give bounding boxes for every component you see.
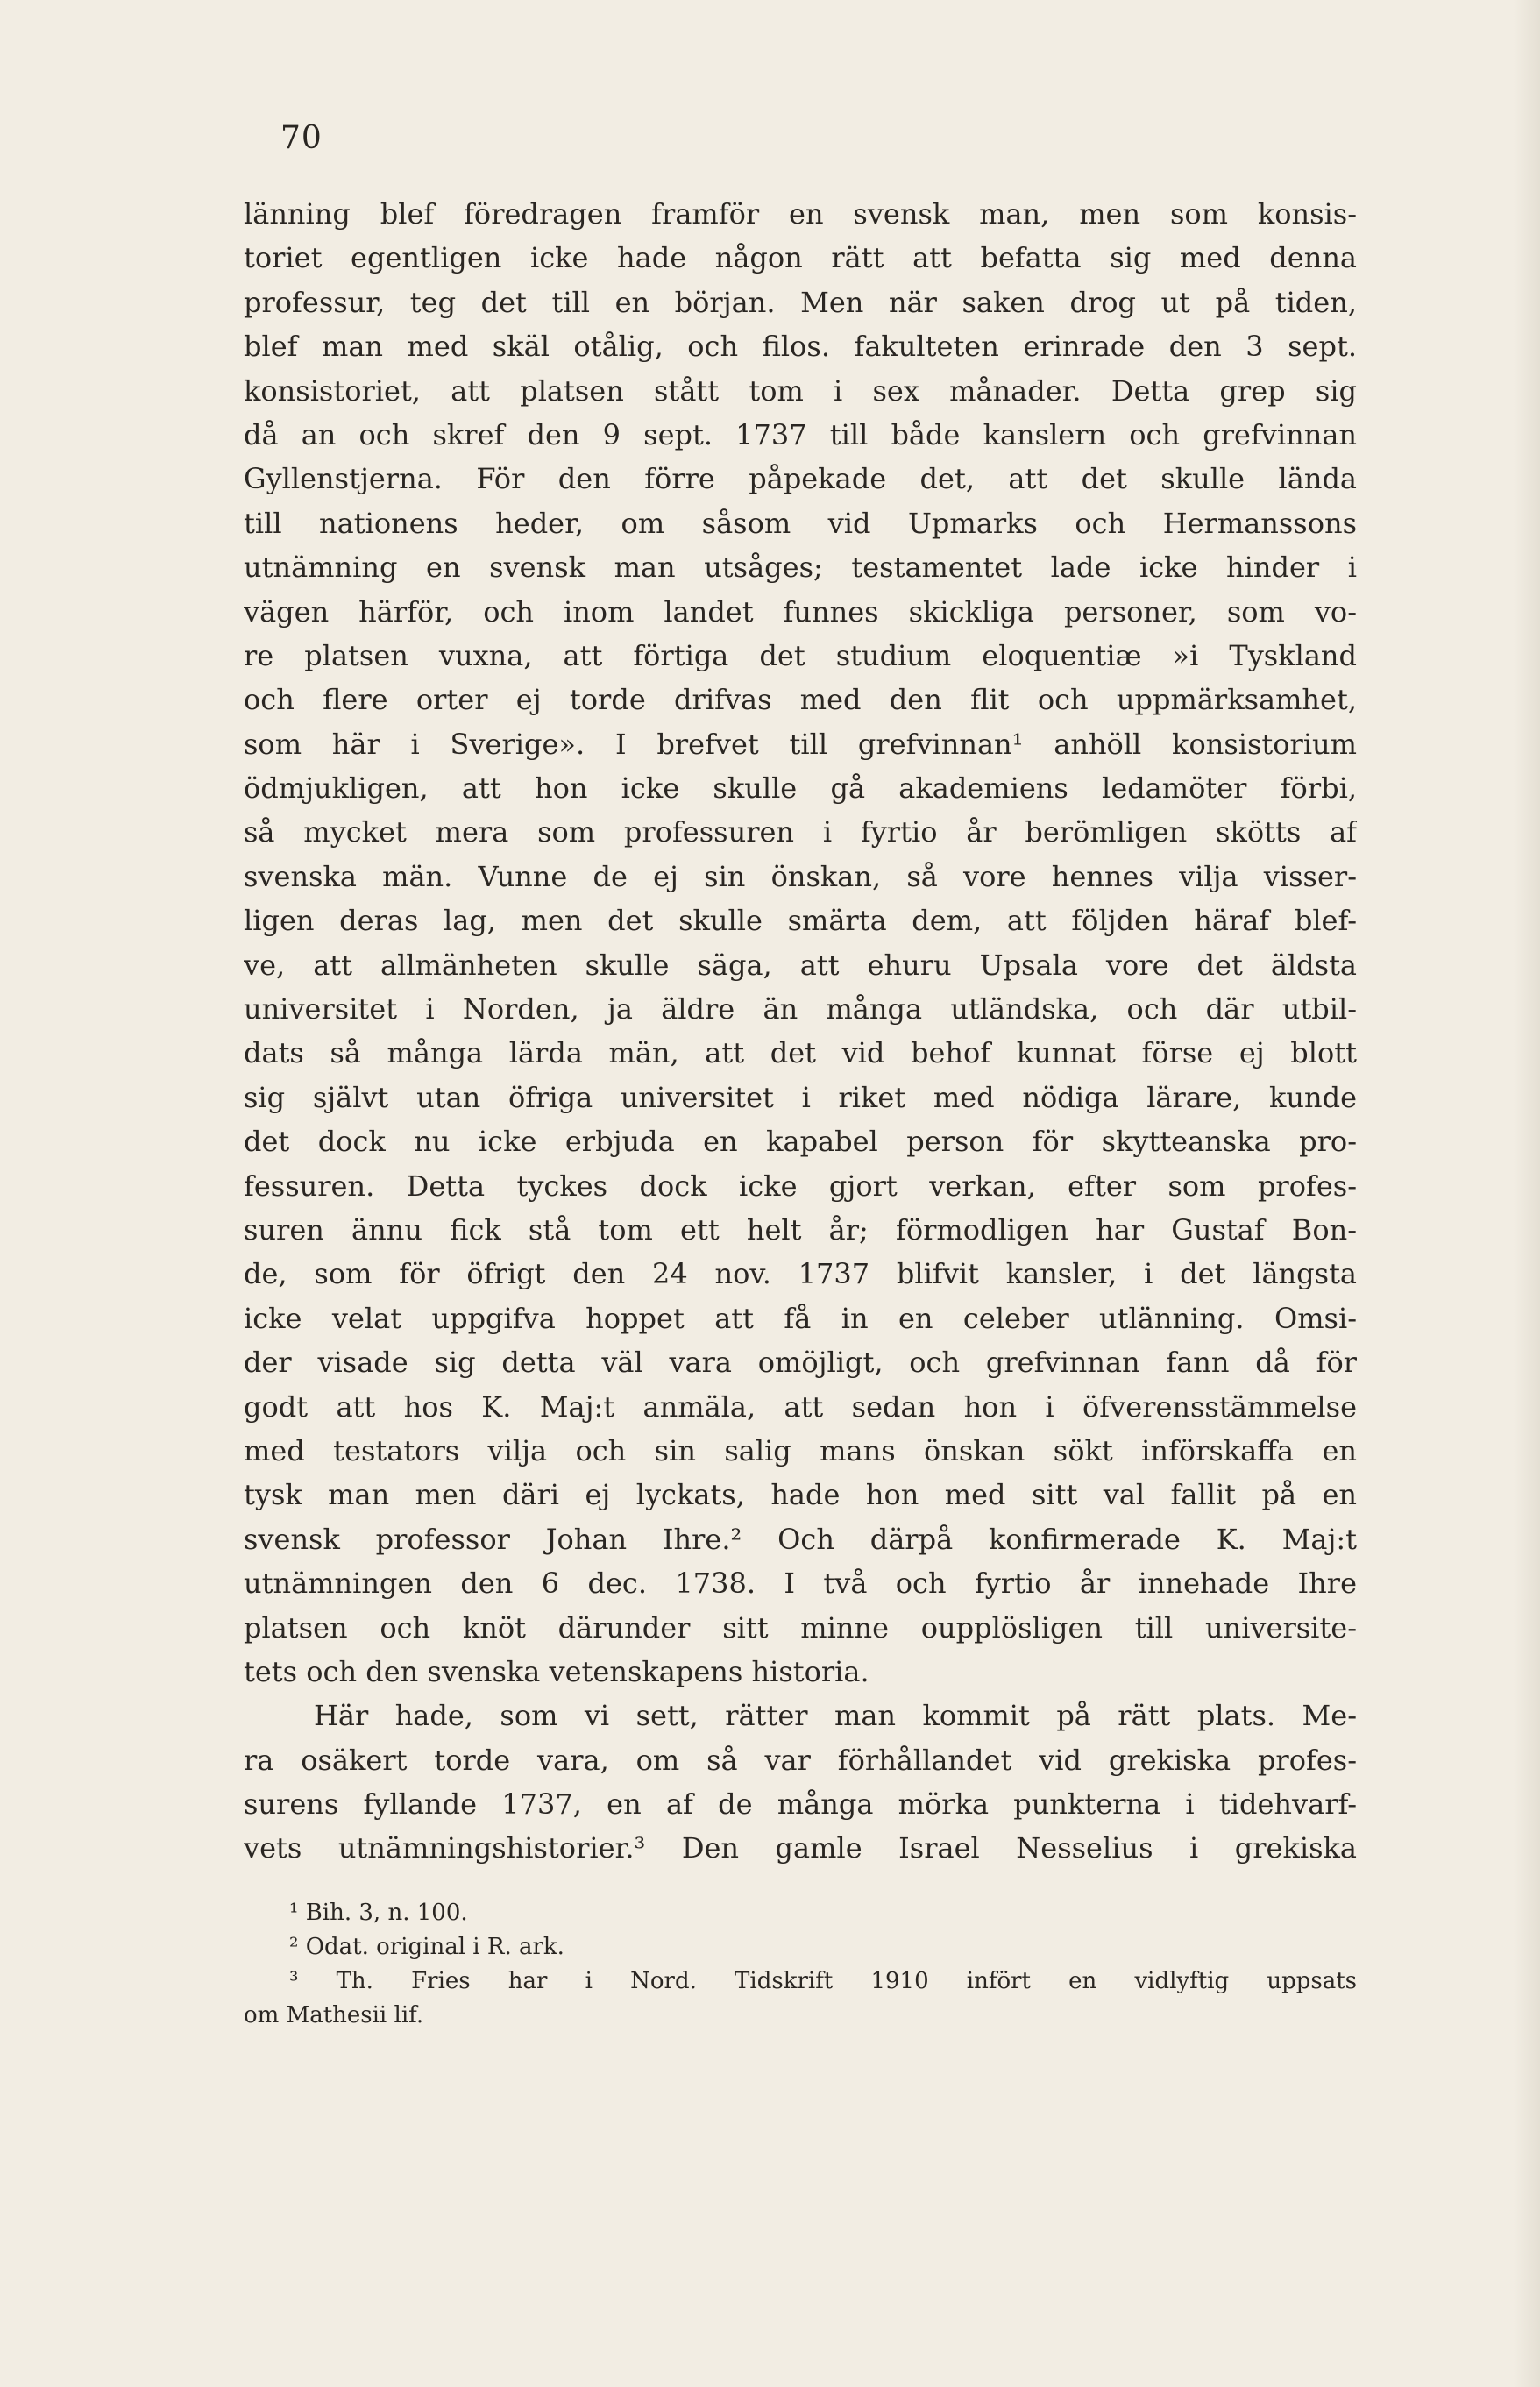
body-line: som här i Sverige». I brefvet till grefvinnan¹ anhöll konsistorium [244, 727, 1357, 761]
body-line: de, som för öfrigt den 24 nov. 1737 blifvit kansler, i det längsta [244, 1257, 1357, 1291]
body-line: länning blef föredragen framför en svensk man, men som konsis- [244, 197, 1357, 231]
body-line: då an och skref den 9 sept. 1737 till både kanslern och grefvinnan [244, 417, 1357, 451]
body-line: universitet i Norden, ja äldre än många utländska, och där utbil- [244, 992, 1357, 1027]
body-line: svensk professor Johan Ihre.² Och därpå konfirmerade K. Maj:t [244, 1522, 1357, 1556]
body-line: suren ännu fick stå tom ett helt år; förmodligen har Gustaf Bon- [244, 1212, 1357, 1247]
body-line: platsen och knöt därunder sitt minne oupplösligen till universite- [244, 1610, 1357, 1645]
footnote-3: ³ Th. Fries har i Nord. Tidskrift 1910 infört en vidlyftig uppsats [289, 1968, 1357, 1994]
body-line: vägen härför, och inom landet funnes skickliga personer, som vo- [244, 594, 1357, 629]
body-line: toriet egentligen icke hade någon rätt att befatta sig med denna [244, 241, 1357, 275]
body-line: blef man med skäl otålig, och filos. fakulteten erinrade den 3 sept. [244, 330, 1357, 364]
body-line: utnämningen den 6 dec. 1738. I två och fyrtio år innehade Ihre [244, 1566, 1357, 1601]
body-line: ligen deras lag, men det skulle smärta dem, att följden häraf blef- [244, 904, 1357, 938]
body-text [244, 192, 1357, 1871]
body-line-paragraph-start: Här hade, som vi sett, rätter man kommit på rätt plats. Me- [314, 1699, 1357, 1733]
body-line: ödmjukligen, att hon icke skulle gå akademiens ledamöter förbi, [244, 771, 1357, 806]
page-number: 70 [280, 120, 323, 156]
footnote-3-continuation: om Mathesii lif. [244, 2002, 424, 2028]
body-line: med testators vilja och sin salig mans önskan sökt införskaffa en [244, 1433, 1357, 1467]
body-line: tysk man men däri ej lyckats, hade hon med sitt val fallit på en [244, 1478, 1357, 1512]
body-line: icke velat uppgifva hoppet att få in en celeber utlänning. Omsi- [244, 1301, 1357, 1335]
body-line: dats så många lärda män, att det vid behof kunnat förse ej blott [244, 1036, 1357, 1070]
body-line: der visade sig detta väl vara omöjligt, och grefvinnan fann då för [244, 1346, 1357, 1380]
body-line: fessuren. Detta tyckes dock icke gjort verkan, efter som profes- [244, 1169, 1357, 1203]
body-line: ra osäkert torde vara, om så var förhållandet vid grekiska profes- [244, 1743, 1357, 1777]
body-line: utnämning en svensk man utsåges; testamentet lade icke hinder i [244, 551, 1357, 585]
body-line: re platsen vuxna, att förtiga det studium eloquentiæ »i Tyskland [244, 638, 1357, 672]
footnote-1: ¹ Bih. 3, n. 100. [289, 1900, 468, 1926]
body-line: och flere orter ej torde drifvas med den flit och uppmärksamhet, [244, 683, 1357, 717]
body-line: till nationens heder, om såsom vid Upmarks och Hermanssons [244, 506, 1357, 540]
body-line: godt att hos K. Maj:t anmäla, att sedan hon i öfverensstämmelse [244, 1389, 1357, 1424]
footnote-2: ² Odat. original i R. ark. [289, 1934, 564, 1960]
body-line: sig självt utan öfriga universitet i riket med nödiga lärare, kunde [244, 1080, 1357, 1114]
body-line: så mycket mera som professuren i fyrtio år berömligen skötts af [244, 815, 1357, 849]
body-line: surens fyllande 1737, en af de många mörka punkterna i tidehvarf- [244, 1787, 1357, 1822]
body-line: vets utnämningshistorier.³ Den gamle Israel Nesselius i grekiska [244, 1831, 1357, 1865]
body-line: det dock nu icke erbjuda en kapabel person för skytteanska pro- [244, 1125, 1357, 1159]
body-line: svenska män. Vunne de ej sin önskan, så vore hennes vilja visser- [244, 859, 1357, 893]
body-line: professur, teg det till en början. Men när saken drog ut på tiden, [244, 285, 1357, 319]
body-line: tets och den svenska vetenskapens historia. [244, 1654, 869, 1688]
footnotes [244, 1896, 1357, 2033]
body-line: ve, att allmänheten skulle säga, att ehuru Upsala vore det äldsta [244, 948, 1357, 982]
body-line: konsistoriet, att platsen stått tom i sex månader. Detta grep sig [244, 373, 1357, 408]
body-line: Gyllenstjerna. För den förre påpekade det, att det skulle lända [244, 462, 1357, 496]
